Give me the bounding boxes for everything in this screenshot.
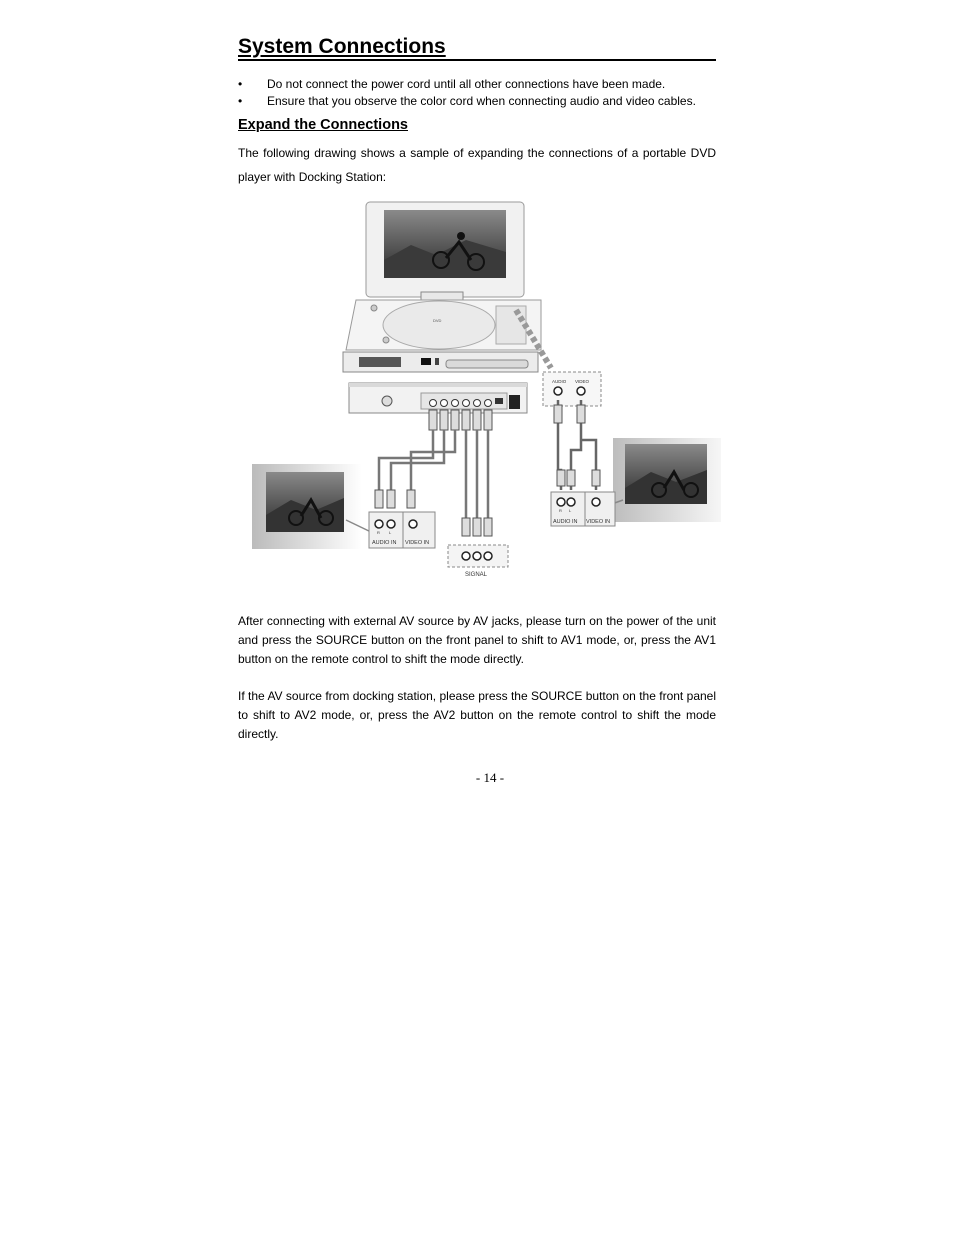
bullet-icon: • xyxy=(238,77,243,91)
audio-port-label: AUDIO xyxy=(552,379,567,384)
bullet-list xyxy=(238,76,716,110)
page-number: - 14 - xyxy=(475,770,505,785)
right-tv xyxy=(613,438,721,522)
section-heading: Expand the Connections xyxy=(238,117,408,133)
dvd-player xyxy=(343,202,541,372)
body-paragraph-av1: After connecting with external AV source by AV jacks, please turn on the power of the unit and press the SOURCE button on the front panel to shift to AV1 mode, or, press the AV1 button on the remote control to shift the mode directly. xyxy=(238,614,716,666)
right-l-label: L xyxy=(569,508,572,513)
right-video-in-label: VIDEO IN xyxy=(586,519,611,525)
list-item xyxy=(238,76,716,93)
list-item xyxy=(238,93,716,110)
bullet-text: Ensure that you observe the color cord when connecting audio and video cables. xyxy=(267,94,696,108)
dock-cables xyxy=(379,410,492,520)
intro-paragraph: The following drawing shows a sample of expanding the connections of a portable DVD player with Docking Station: xyxy=(238,146,716,184)
svg-text:DVD: DVD xyxy=(433,318,442,323)
video-port-label: VIDEO xyxy=(575,379,590,384)
connection-diagram xyxy=(251,200,721,580)
left-av-input-panel xyxy=(369,490,435,548)
bullet-text: Do not connect the power cord until all other connections have been made. xyxy=(267,77,666,91)
signal-label: SIGNAL xyxy=(465,572,488,578)
right-audio-in-label: AUDIO IN xyxy=(553,519,578,525)
left-tv xyxy=(252,464,362,549)
signal-panel xyxy=(448,518,508,578)
bullet-icon: • xyxy=(238,94,243,108)
left-l-label: L xyxy=(389,530,392,535)
right-av-input-panel xyxy=(551,492,615,526)
left-video-in-label: VIDEO IN xyxy=(405,540,430,546)
docking-station xyxy=(349,383,527,413)
body-paragraph-av2: If the AV source from docking station, please press the SOURCE button on the front panel to shift to AV2 mode, or, press the AV2 button on the remote control to shift the mode directly. xyxy=(238,689,716,741)
left-audio-in-label: AUDIO IN xyxy=(372,540,397,546)
right-r-label: R xyxy=(559,508,562,513)
heading-rule xyxy=(238,34,716,61)
page-title: System Connections xyxy=(238,35,446,58)
side-av-port-panel xyxy=(543,372,601,406)
left-r-label: R xyxy=(377,530,380,535)
